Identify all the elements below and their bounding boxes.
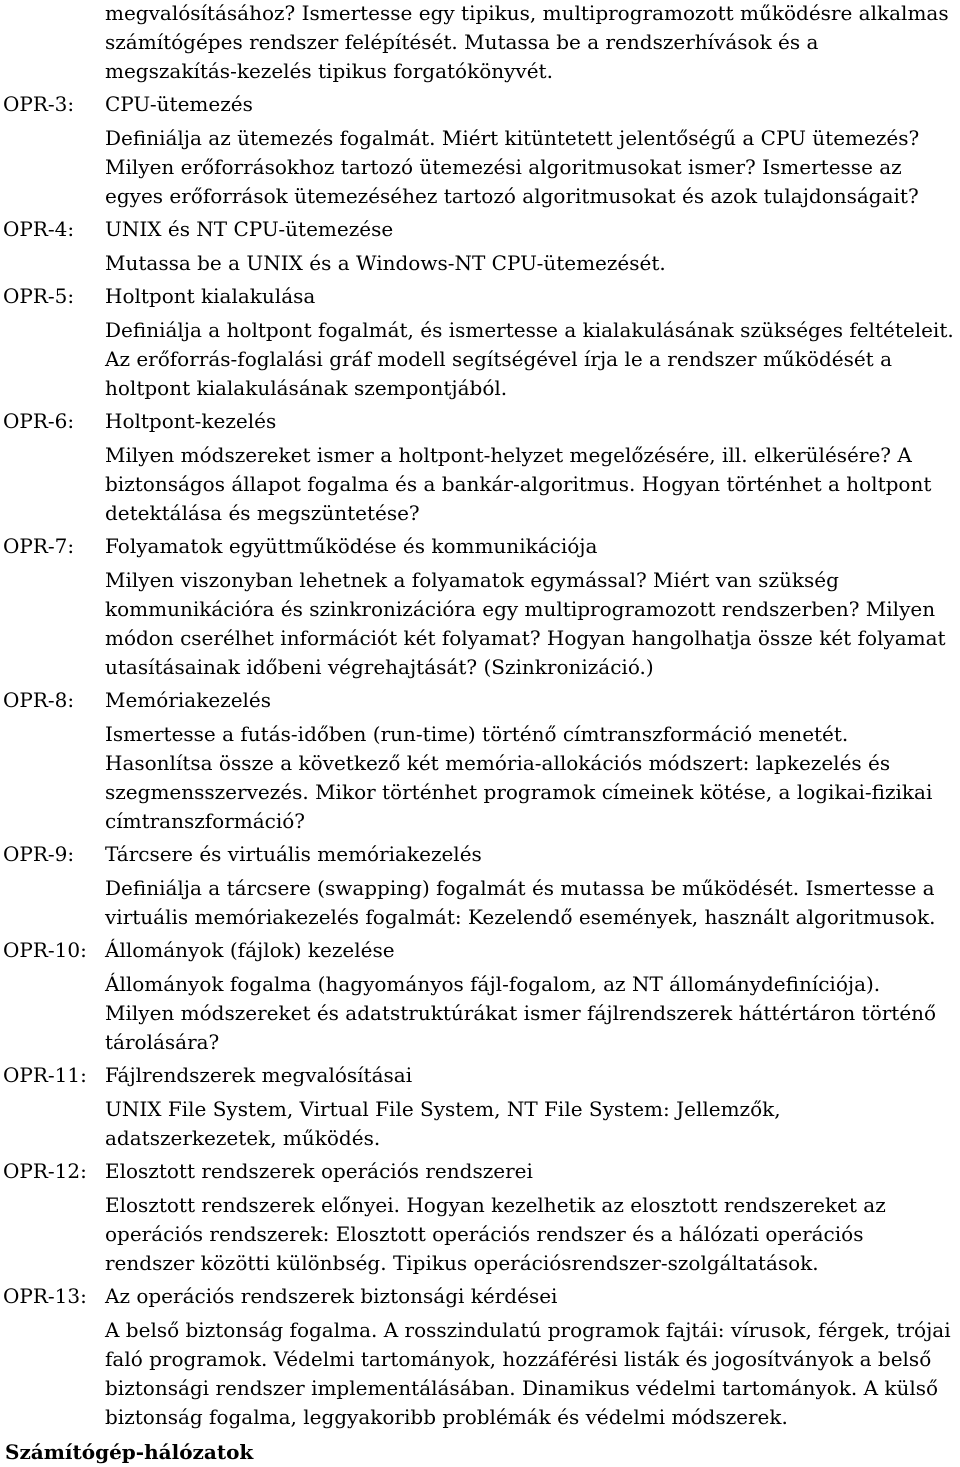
entry-code: OPR-10: — [3, 938, 87, 962]
entry-description: Milyen módszereket ismer a holtpont-helyzet megelőzésére, ill. elkerülésére? A biztonságos állapot fogalma és a bankár-algoritmus. Hogyan történhet a holtpont detektálása és megszüntetése? — [105, 443, 932, 525]
entry-header — [0, 1282, 960, 1311]
entry-header — [0, 282, 960, 311]
entry-code: OPR-8: — [3, 688, 75, 712]
entry-header — [0, 686, 960, 715]
entry-title: Holtpont kialakulása — [105, 284, 316, 308]
entry-opr-11 — [0, 1061, 960, 1153]
entry-opr-13 — [0, 1282, 960, 1432]
entry-title: Az operációs rendszerek biztonsági kérdései — [105, 1284, 558, 1308]
entry-title: Fájlrendszerek megvalósításai — [105, 1063, 413, 1087]
entry-code: OPR-5: — [3, 284, 75, 308]
entry-description: Definiálja az ütemezés fogalmát. Miért kitüntetett jelentőségű a CPU ütemezés? Milyen erőforrásokhoz tartozó ütemezési algoritmusokat ismer? Ismertesse az egyes erőforrások ütemezéséhez tartozó algoritmusokat és azok tulajdonságait? — [105, 126, 920, 208]
entry-opr-8 — [0, 686, 960, 836]
entry-opr-6 — [0, 407, 960, 528]
entry-code: OPR-13: — [3, 1284, 87, 1308]
entry-opr-5 — [0, 282, 960, 403]
entry-description: Mutassa be a UNIX és a Windows-NT CPU-ütemezését. — [105, 251, 666, 275]
entry-title: Holtpont-kezelés — [105, 409, 277, 433]
entry-description: Milyen viszonyban lehetnek a folyamatok egymással? Miért van szükség kommunikációra és szinkronizációra egy multiprogramozott rendszerben? Milyen módon cserélhet információt két folyamat? Hogyan hangolhatja össze két folyamat utasításainak időbeni végrehajtását? (Szinkronizáció.) — [105, 568, 946, 679]
entry-header — [0, 936, 960, 965]
entry-description: Ismertesse a futás-időben (run-time) történő címtranszformáció menetét. Hasonlítsa össze a következő két memória-allokációs módszert: lapkezelés és szegmensszervezés. Mikor történhet programok címeinek kötése, a logikai-fizikai címtranszformáció? — [105, 722, 933, 833]
entry-code: OPR-4: — [3, 217, 75, 241]
entry-title: Tárcsere és virtuális memóriakezelés — [105, 842, 482, 866]
entry-title: Elosztott rendszerek operációs rendszerei — [105, 1159, 533, 1183]
entry-opr-9 — [0, 840, 960, 932]
entry-title: Memóriakezelés — [105, 688, 272, 712]
entry-description: Állományok fogalma (hagyományos fájl-fogalom, az NT állománydefiníciója). Milyen módszereket és adatstruktúrákat ismer fájlrendszerek háttértáron történő tárolására? — [105, 972, 937, 1054]
entry-opr-3 — [0, 90, 960, 211]
entry-title: Folyamatok együttműködése és kommunikációja — [105, 534, 598, 558]
entry-opr-7 — [0, 532, 960, 682]
entry-code: OPR-12: — [3, 1159, 87, 1183]
entry-header — [0, 1061, 960, 1090]
entry-code: OPR-3: — [3, 92, 75, 116]
entry-code: OPR-11: — [3, 1063, 87, 1087]
entry-header — [0, 532, 960, 561]
entry-opr-12 — [0, 1157, 960, 1278]
intro-paragraph: megvalósításához? Ismertesse egy tipikus, multiprogramozott működésre alkalmas számítógépes rendszer felépítését. Mutassa be a rendszerhívások és a megszakítás-kezelés tipikus forgatókönyvét. — [105, 1, 949, 83]
entry-header — [0, 407, 960, 436]
entry-description: Definiálja a tárcsere (swapping) fogalmát és mutassa be működését. Ismertesse a virtuális memóriakezelés fogalmát: Kezelendő események, használt algoritmusok. — [105, 876, 936, 929]
entry-code: OPR-6: — [3, 409, 75, 433]
entry-description: A belső biztonság fogalma. A rosszindulatú programok fajtái: vírusok, férgek, trójai faló programok. Védelmi tartományok, hozzáférési listák és jogosítványok a belső biztonsági rendszer implementálásában. Dinamikus védelmi tartományok. A külső biztonság fogalma, leggyakoribb problémák és védelmi módszerek. — [105, 1318, 951, 1429]
entry-code: OPR-9: — [3, 842, 75, 866]
entry-title: CPU-ütemezés — [105, 92, 253, 116]
entry-title: Állományok (fájlok) kezelése — [105, 938, 395, 962]
entry-title: UNIX és NT CPU-ütemezése — [105, 217, 394, 241]
entry-header — [0, 840, 960, 869]
entry-description: UNIX File System, Virtual File System, NT File System: Jellemzők, adatszerkezetek, működés. — [105, 1097, 781, 1150]
entry-description: Definiálja a holtpont fogalmát, és ismertesse a kialakulásának szükséges feltételeit. Az erőforrás-foglalási gráf modell segítségével írja le a rendszer működését a holtpont kialakulásának szempontjából. — [105, 318, 954, 400]
entry-opr-4 — [0, 215, 960, 278]
entry-header — [0, 90, 960, 119]
entry-header — [0, 215, 960, 244]
entry-description: Elosztott rendszerek előnyei. Hogyan kezelhetik az elosztott rendszereket az operációs rendszerek: Elosztott operációs rendszer és a hálózati operációs rendszer közötti különbség. Tipikus operációsrendszer-szolgáltatások. — [105, 1193, 886, 1275]
entry-code: OPR-7: — [3, 534, 75, 558]
entry-opr-10 — [0, 936, 960, 1057]
section-heading: Számítógép-hálózatok — [5, 1440, 254, 1464]
entry-header — [0, 1157, 960, 1186]
